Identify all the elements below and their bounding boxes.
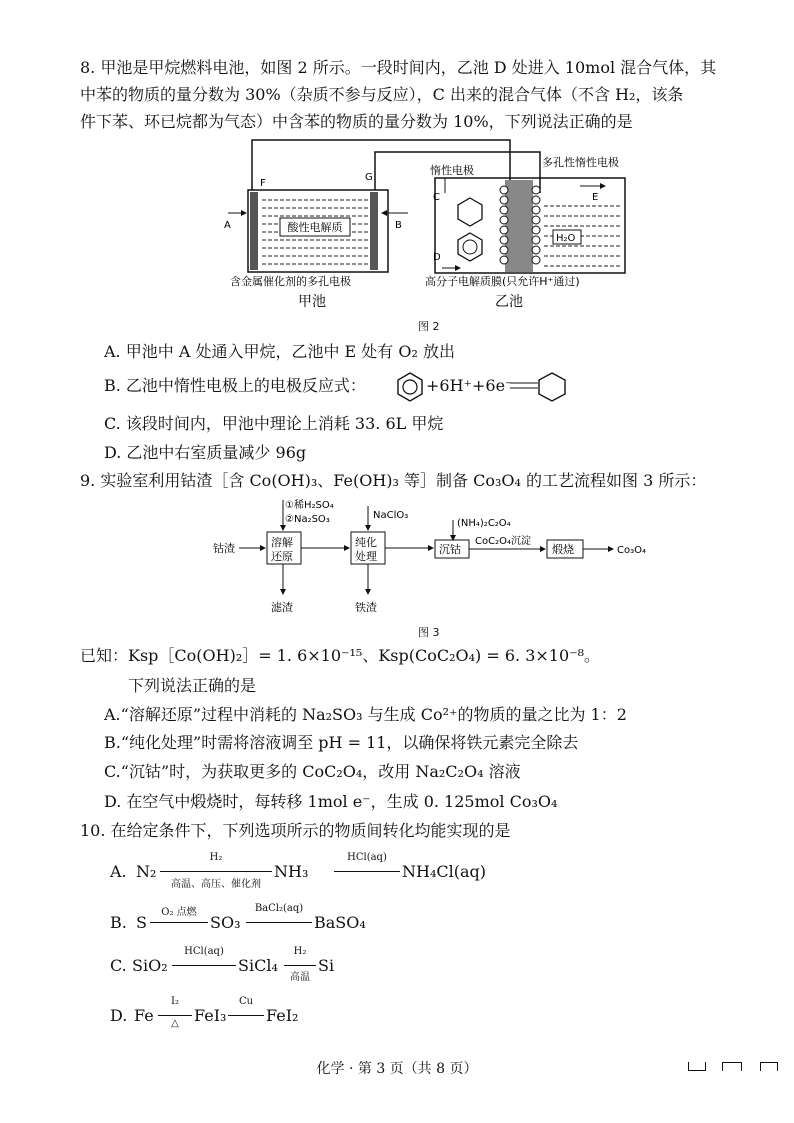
q10-c-s2: SiCl₄ <box>238 956 278 975</box>
label-e: E <box>592 192 599 203</box>
inert-electrode-label: 惰性电极 <box>430 164 474 177</box>
label-b: B <box>395 220 402 231</box>
label-a: A <box>224 220 231 231</box>
q8-line1: 8. 甲池是甲烷燃料电池，如图 2 所示。一段时间内，乙池 D 处进入 10mol 混合气体，其 <box>80 58 717 77</box>
q10-d-top1: I₂ <box>171 996 179 1007</box>
q9-option-b: B.“纯化处理”时需将溶液调至 pH = 11，以确保将铁元素完全除去 <box>104 733 579 752</box>
q10-c-s3: Si <box>318 956 335 975</box>
q10-a-s3: NH₄Cl(aq) <box>402 862 486 881</box>
box-dissolve-2: 还原 <box>271 550 293 563</box>
box-cobalt: 沉钴 <box>439 543 461 556</box>
metal-electrode-label: 含金属催化剂的多孔电极 <box>230 275 351 288</box>
q9-option-a: A.“溶解还原”过程中消耗的 Na₂SO₃ 与生成 Co²⁺的物质的量之比为 1：2 <box>104 705 627 724</box>
q8-option-c: C. 该段时间内，甲池中理论上消耗 33. 6L 甲烷 <box>104 414 444 433</box>
q10-a-label: A. <box>110 862 127 881</box>
q10-d-s2: FeI₃ <box>194 1006 227 1025</box>
cyclohexane-icon <box>537 372 567 402</box>
label-c: C <box>433 192 440 203</box>
reagent-oxalate: (NH₄)₂C₂O₄ <box>457 518 511 529</box>
q8-line3: 件下苯、环已烷都为气态）中含苯的物质的量分数为 10%，下列说法正确的是 <box>80 112 633 131</box>
q9-known: 已知：Ksp［Co(OH)₂］= 1. 6×10⁻¹⁵、Ksp(CoC₂O₄) = 6. 3×10⁻⁸。 <box>80 646 601 665</box>
q10-a-s2: NH₃ <box>274 862 309 881</box>
q10-d-s1: Fe <box>134 1006 154 1025</box>
box-calcine: 煅烧 <box>552 543 574 556</box>
q8-option-d: D. 乙池中右室质量减少 96g <box>104 443 307 462</box>
q9-ask: 下列说法正确的是 <box>128 676 257 695</box>
label-g: G <box>365 172 373 183</box>
figure-2-caption: 图 2 <box>418 320 440 333</box>
figure-3-flowchart <box>205 496 665 618</box>
figure-2-diagram <box>220 138 630 313</box>
benzene-icon <box>396 372 424 402</box>
q8-option-b-prefix: B. 乙池中惰性电极上的电极反应式： <box>104 376 366 395</box>
q10-b-arrow1 <box>150 922 208 923</box>
q10-a-top2: HCl(aq) <box>347 852 387 863</box>
q10-b-top1: O₂ 点燃 <box>161 907 197 918</box>
page-footer: 化学 · 第 3 页（共 8 页） <box>316 1061 478 1077</box>
q10-a-s1: N₂ <box>136 862 157 881</box>
q10-line1: 10. 在给定条件下，下列选项所示的物质间转化均能实现的是 <box>80 821 511 840</box>
q10-d-bot1: △ <box>171 1018 179 1029</box>
electrolyte-label: 酸性电解质 <box>287 221 343 234</box>
q10-b-top2: BaCl₂(aq) <box>254 903 304 914</box>
q10-c-label: C. <box>110 956 127 975</box>
q10-a-arrow2 <box>334 871 400 872</box>
q9-option-d: D. 在空气中煅烧时，每转移 1mol e⁻，生成 0. 125mol Co₃O₄ <box>104 792 558 811</box>
waste-residue: 滤渣 <box>271 601 293 614</box>
corner-mark-1 <box>688 1062 706 1071</box>
q10-c-s1: SiO₂ <box>132 956 168 975</box>
end-product: Co₃O₄ <box>617 545 646 556</box>
q10-b-s2: SO₃ <box>210 913 241 932</box>
q10-d-arrow1 <box>158 1015 192 1016</box>
intermediate-label: CoC₂O₄沉淀 <box>475 536 531 547</box>
q10-d-top2: Cu <box>238 996 254 1007</box>
q8-option-a: A. 甲池中 A 处通入甲烷，乙池中 E 处有 O₂ 放出 <box>104 342 456 361</box>
waste-iron: 铁渣 <box>355 601 377 614</box>
q8-option-b-equation: +6H⁺+6e⁻ <box>426 376 514 395</box>
q10-c-top2: H₂ <box>293 946 307 957</box>
box-dissolve-1: 溶解 <box>271 536 293 549</box>
q9-option-c: C.“沉钴”时，为获取更多的 CoC₂O₄，改用 Na₂C₂O₄ 溶液 <box>104 762 521 781</box>
q10-c-top1: HCl(aq) <box>184 946 224 957</box>
q10-d-s3: FeI₂ <box>266 1006 299 1025</box>
h2o-label: H₂O <box>556 233 576 244</box>
label-d: D <box>433 252 441 263</box>
start-label: 钴渣 <box>213 542 235 555</box>
q10-a-bot1: 高温、高压、催化剂 <box>171 879 261 890</box>
porous-electrode-label: 多孔性惰性电极 <box>542 156 619 169</box>
q10-c-arrow2 <box>284 965 316 966</box>
q10-b-s1: S <box>136 913 147 932</box>
q10-b-arrow2 <box>246 922 312 923</box>
box-purify-2: 处理 <box>355 550 377 563</box>
reagent-h2so4: ①稀H₂SO₄ <box>285 500 334 511</box>
reagent-naclo3: NaClO₃ <box>373 510 409 521</box>
q10-d-arrow2 <box>228 1015 264 1016</box>
label-f: F <box>260 178 266 189</box>
figure-3-caption: 图 3 <box>418 626 440 639</box>
q9-line1: 9. 实验室利用钴渣［含 Co(OH)₃、Fe(OH)₃ 等］制备 Co₃O₄ 的工艺流程如图 3 所示： <box>80 471 707 490</box>
jia-label: 甲池 <box>298 294 326 310</box>
q10-d-label: D. <box>110 1006 128 1025</box>
q8-line2: 中苯的物质的量分数为 30%（杂质不参与反应），C 出来的混合气体（不含 H₂，该条 <box>80 85 684 104</box>
reagent-na2so3: ②Na₂SO₃ <box>285 514 330 525</box>
q10-c-arrow1 <box>172 965 236 966</box>
corner-mark-3 <box>760 1062 778 1071</box>
equals-arrow <box>510 381 538 391</box>
q10-b-label: B. <box>110 913 127 932</box>
q10-a-top1: H₂ <box>209 852 223 863</box>
q10-a-arrow1 <box>160 871 272 872</box>
q10-b-s3: BaSO₄ <box>314 913 366 932</box>
yi-label: 乙池 <box>495 294 523 310</box>
box-purify-1: 纯化 <box>355 536 377 549</box>
q10-c-bot2: 高温 <box>290 972 310 983</box>
membrane-label: 高分子电解质膜(只允许H⁺通过) <box>425 275 580 288</box>
corner-mark-2 <box>722 1062 742 1071</box>
